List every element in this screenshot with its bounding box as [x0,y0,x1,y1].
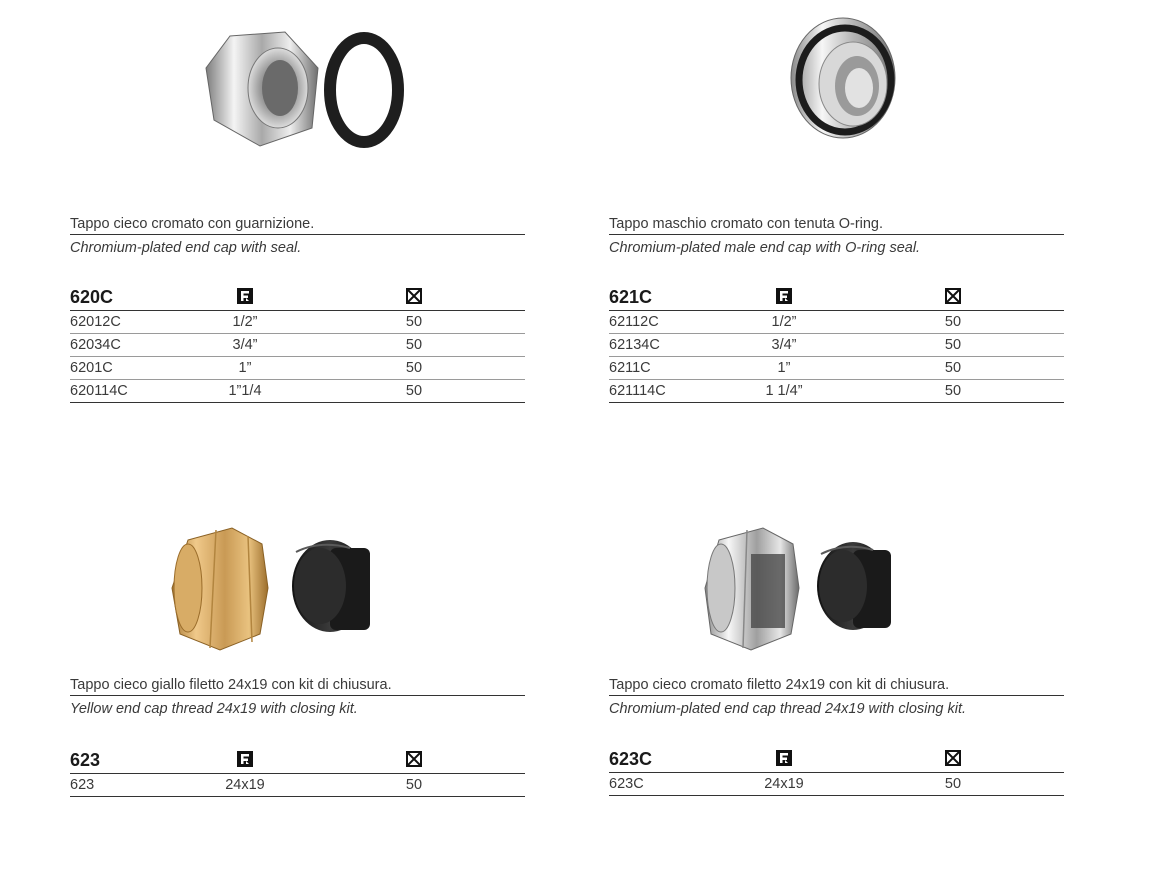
pack-quantity: 50 [834,380,964,403]
product-code-heading: 623C [609,746,734,773]
table-row [70,774,525,797]
spec-header-row [70,747,525,774]
thread-size: 24x19 [195,774,295,797]
article-code: 62012C [70,311,195,334]
table-row [70,334,525,357]
article-code: 62034C [70,334,195,357]
article-code: 6201C [70,357,195,380]
size-column-heading [195,747,295,774]
pack-quantity: 50 [295,774,425,797]
pack-quantity: 50 [295,357,425,380]
chrome-male-cap-with-o-ring-image [787,14,899,144]
table-row [609,357,1064,380]
product-code-heading: 623 [70,747,195,774]
pack-column-heading [295,747,425,774]
product-code-heading: 620C [70,284,195,311]
package-box-icon [945,288,961,304]
article-code: 623 [70,774,195,797]
pack-quantity: 50 [834,357,964,380]
pack-quantity: 50 [295,311,425,334]
thread-size: 1” [195,357,295,380]
pack-quantity: 50 [834,773,964,796]
spec-header-row [70,284,525,311]
thread-size: 3/4” [734,334,834,357]
article-code: 62134C [609,334,734,357]
description-english: Chromium-plated end cap thread 24x19 with closing kit. [609,701,967,717]
description-italian: Tappo cieco cromato con guarnizione. [70,216,525,235]
description-italian: Tappo maschio cromato con tenuta O-ring. [609,216,1064,235]
description-english: Chromium-plated male end cap with O-ring seal. [609,240,921,256]
article-code: 623C [609,773,734,796]
thread-size: 3/4” [195,334,295,357]
thread-size: 1/2” [195,311,295,334]
table-row [609,380,1064,403]
spec-table [70,284,525,403]
size-column-heading [734,746,834,773]
thread-size-icon [237,288,253,304]
spec-header-row [609,746,1064,773]
thread-size: 1/2” [734,311,834,334]
spec-header-row [609,284,1064,311]
thread-size-icon [776,750,792,766]
pack-quantity: 50 [834,334,964,357]
article-code: 621114C [609,380,734,403]
chrome-hex-cap-with-seal-image [200,28,410,153]
thread-size-icon [776,288,792,304]
pack-quantity: 50 [834,311,964,334]
pack-column-heading [834,284,964,311]
description-english: Chromium-plated end cap with seal. [70,240,302,256]
description-english: Yellow end cap thread 24x19 with closing kit. [70,701,358,717]
table-row [609,773,1064,796]
pack-quantity: 50 [295,334,425,357]
table-row [609,311,1064,334]
thread-size: 1” [734,357,834,380]
pack-quantity: 50 [295,380,425,403]
description-italian: Tappo cieco cromato filetto 24x19 con kit di chiusura. [609,677,1064,696]
thread-size-icon [237,751,253,767]
size-column-heading [195,284,295,311]
table-row [70,311,525,334]
pack-column-heading [834,746,964,773]
chrome-hex-cap-with-plug-image [703,526,903,652]
spec-table [609,284,1064,403]
thread-size: 1”1/4 [195,380,295,403]
article-code: 62112C [609,311,734,334]
product-code-heading: 621C [609,284,734,311]
package-box-icon [406,288,422,304]
article-code: 620114C [70,380,195,403]
brass-hex-cap-with-plug-image [170,526,384,652]
package-box-icon [945,750,961,766]
thread-size: 24x19 [734,773,834,796]
size-column-heading [734,284,834,311]
table-row [70,357,525,380]
pack-column-heading [295,284,425,311]
table-row [70,380,525,403]
thread-size: 1 1/4” [734,380,834,403]
table-row [609,334,1064,357]
article-code: 6211C [609,357,734,380]
package-box-icon [406,751,422,767]
description-italian: Tappo cieco giallo filetto 24x19 con kit di chiusura. [70,677,525,696]
spec-table [609,746,1064,796]
spec-table [70,747,525,797]
